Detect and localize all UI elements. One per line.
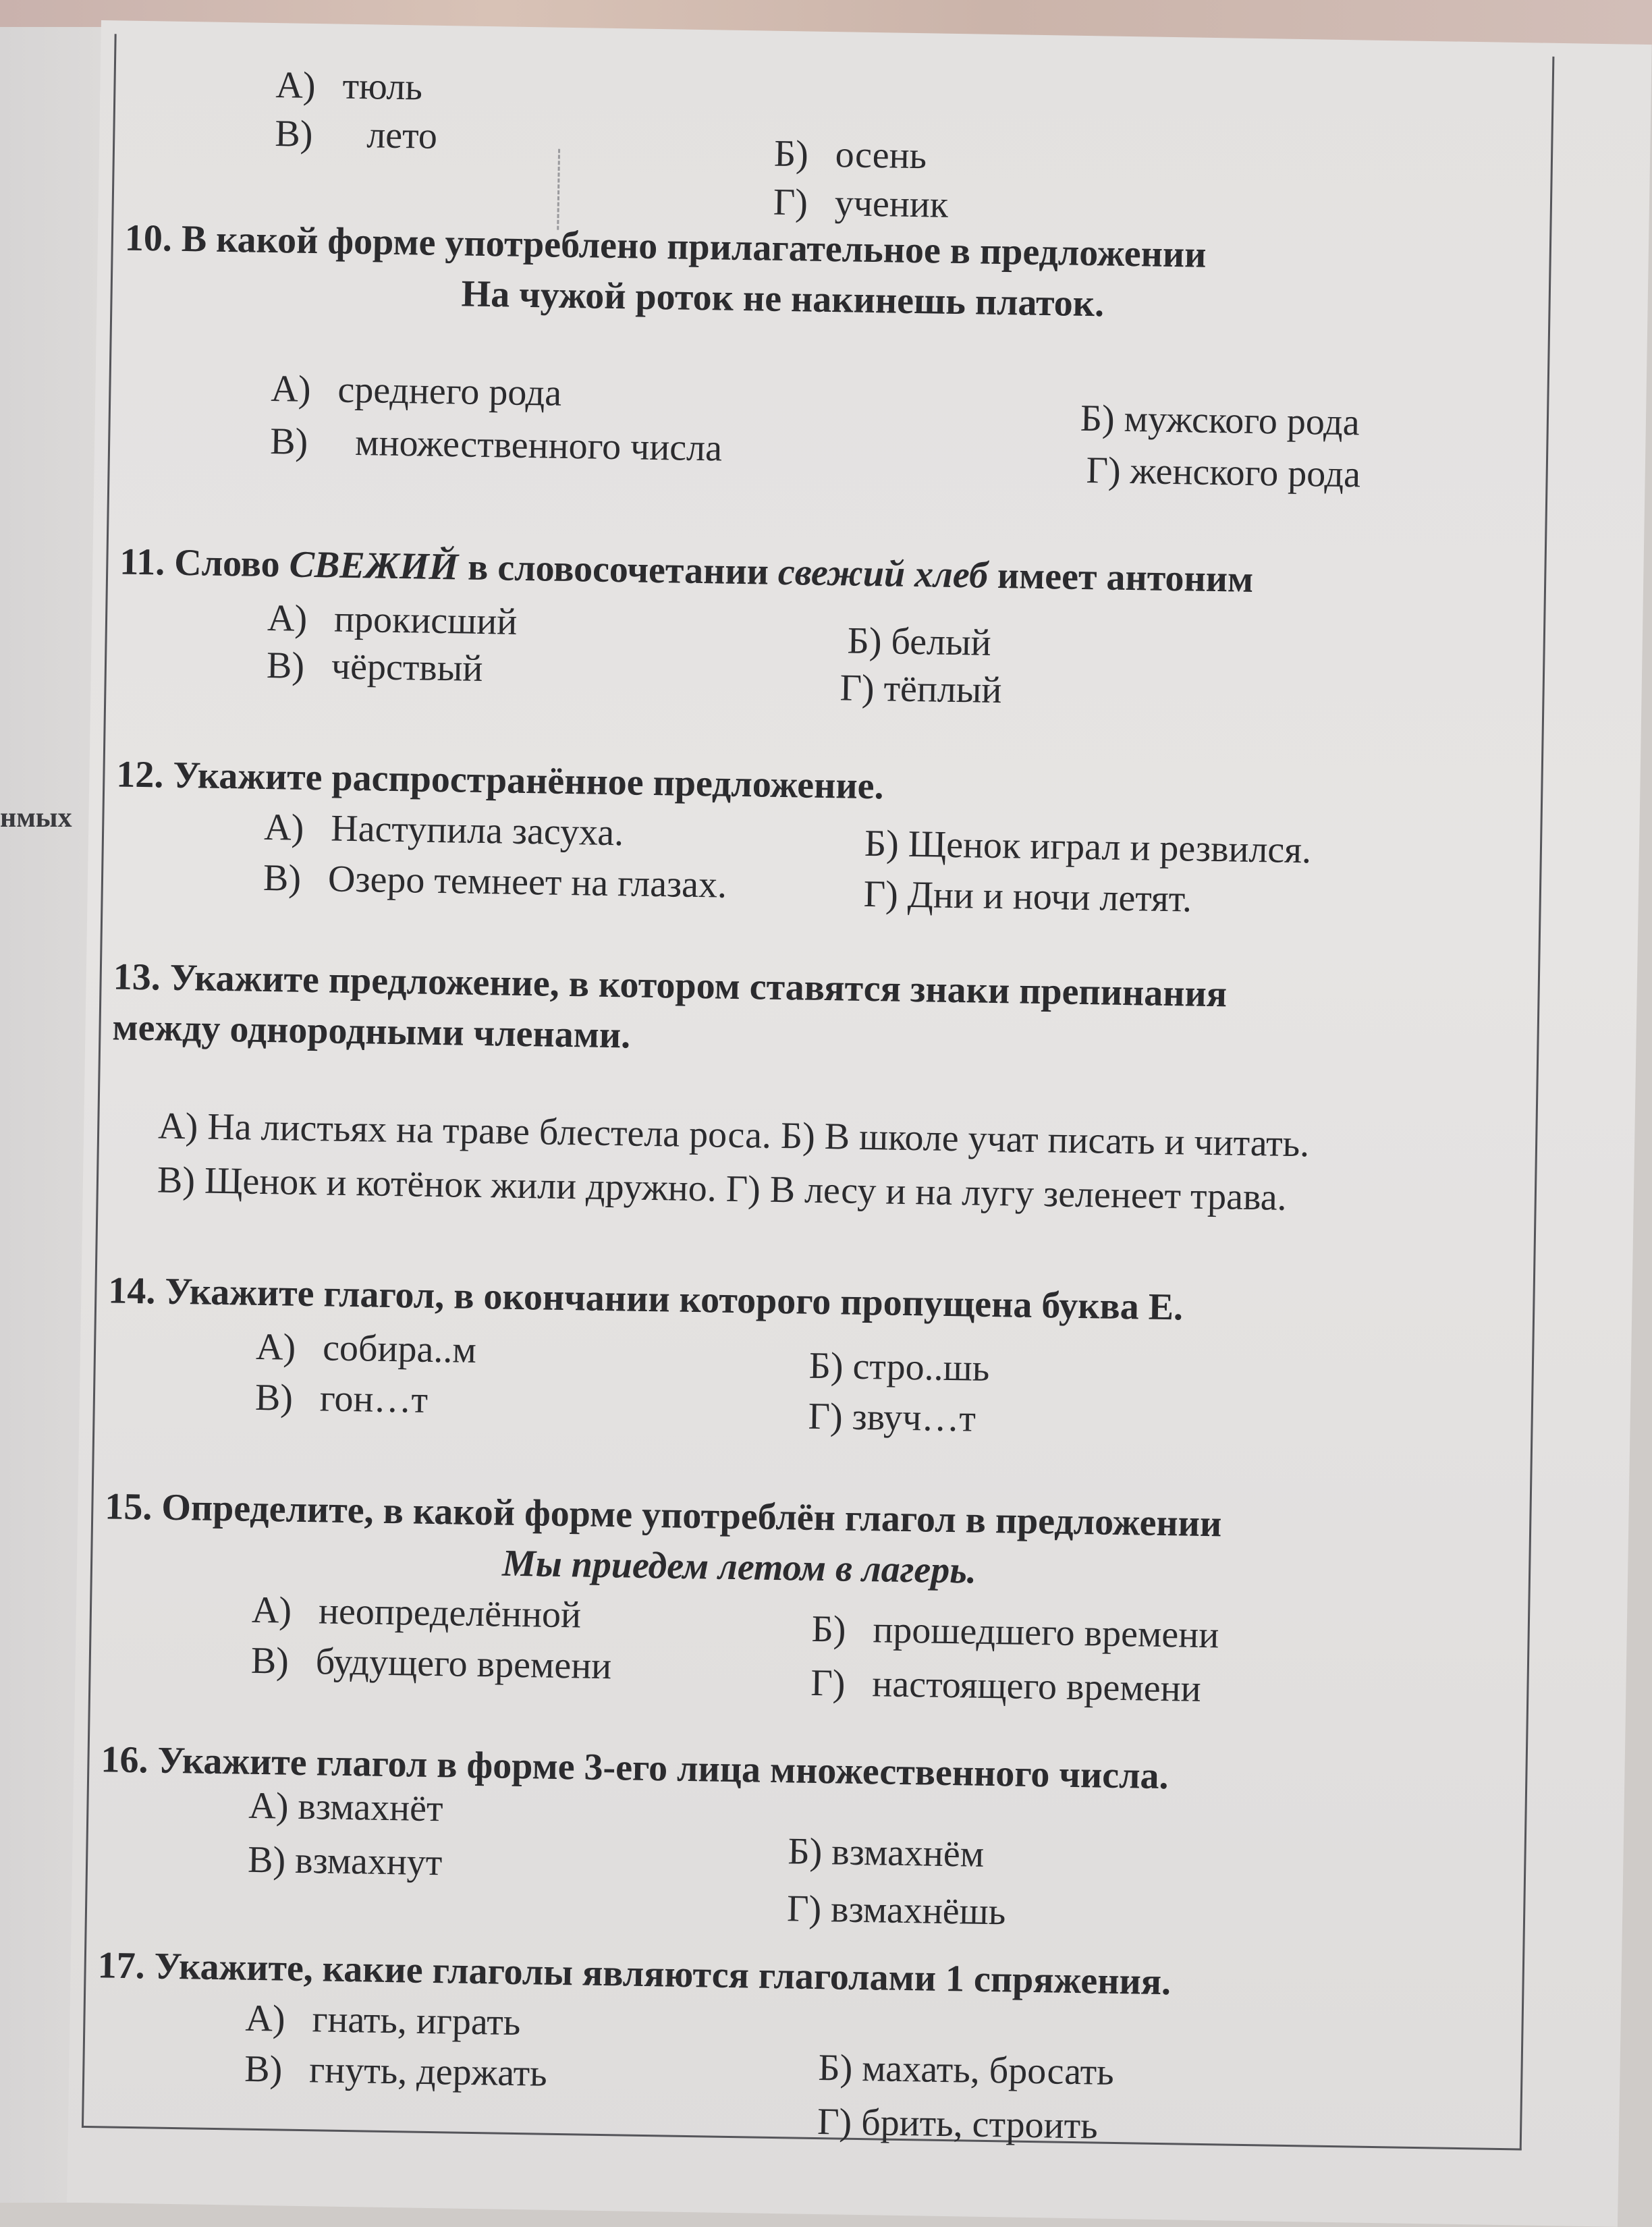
- q12-title: 12. Укажите распространённое предложение.: [115, 753, 885, 808]
- q15-option-b: Б) прошедшего времени: [811, 1607, 1219, 1657]
- q15-option-g: Г) настоящего времени: [810, 1661, 1202, 1710]
- q11-keyword: СВЕЖИЙ: [289, 543, 459, 588]
- adjacent-page-text: нмых: [0, 802, 72, 833]
- q14-option-a: А) собира..м: [255, 1325, 477, 1371]
- q11-option-a: А) прокисший: [267, 597, 518, 643]
- q9-option-a: А) тюль: [275, 64, 423, 109]
- q10-sentence: На чужой роток не накинешь платок.: [461, 273, 1105, 325]
- q10-option-v: В) множественного числа: [269, 420, 723, 470]
- q12-option-g: Г) Дни и ночи летят.: [863, 873, 1192, 920]
- q15-option-a: А) неопределённой: [251, 1589, 582, 1637]
- q11-phrase: свежий хлеб: [777, 551, 989, 597]
- q9-option-v: В) лето: [274, 113, 438, 157]
- q14-option-b: Б) стро..шь: [808, 1344, 990, 1390]
- q13-title-line2: между однородными членами.: [112, 1006, 631, 1057]
- q11-option-v: В) чёрствый: [266, 644, 483, 690]
- q10-option-a: А) среднего рода: [270, 368, 562, 414]
- q14-title: 14. Укажите глагол, в окончании которого пропущена буква Е.: [107, 1269, 1184, 1329]
- q17-option-a: А) гнать, играть: [245, 1997, 521, 2044]
- q11-option-g: Г) тёплый: [839, 667, 1002, 712]
- q10-option-b: Б) мужского рода: [1080, 397, 1360, 444]
- q12-option-v: В) Озеро темнеет на глазах.: [263, 856, 727, 906]
- q16-title: 16. Укажите глагол в форме 3-его лица множественного числа.: [101, 1738, 1169, 1798]
- q15-title: 15. Определите, в какой форме употреблён глагол в предложении: [104, 1485, 1222, 1545]
- q11-option-b: Б) белый: [847, 620, 992, 664]
- q17-option-v: В) гнуть, держать: [244, 2047, 548, 2095]
- test-sheet: [67, 20, 1652, 2227]
- q9-option-g: Г) ученик: [773, 181, 949, 226]
- q17-option-g: Г) брить, строить: [817, 2101, 1099, 2147]
- q16-option-g: Г) взмахнёшь: [786, 1888, 1006, 1933]
- q13-options-vg: В) Щенок и котёнок жили дружно. Г) В лесу и на лугу зеленеет трава.: [157, 1159, 1288, 1219]
- q17-option-b: Б) махать, бросать: [817, 2047, 1115, 2093]
- q11-title: 11. Слово СВЕЖИЙ в словосочетании свежий хлеб имеет антоним: [119, 541, 1254, 601]
- q12-option-b: Б) Щенок играл и резвился.: [864, 822, 1312, 872]
- q15-sentence: Мы приедем летом в лагерь.: [501, 1542, 977, 1592]
- q13-options-ab: А) На листьях на траве блестела роса. Б) В школе учат писать и читать.: [157, 1105, 1310, 1165]
- q14-option-g: Г) звуч…т: [808, 1395, 976, 1440]
- q17-title: 17. Укажите, какие глаголы являются глаголами 1 спряжения.: [97, 1944, 1172, 2004]
- q16-option-b: Б) взмахнём: [788, 1830, 985, 1875]
- q15-option-v: В) будущего времени: [250, 1639, 612, 1688]
- q14-option-v: В) гон…т: [254, 1376, 429, 1421]
- q16-option-a: А) взмахнёт: [248, 1784, 443, 1830]
- q12-option-a: А) Наступила засуха.: [263, 806, 624, 854]
- q10-title: 10. В какой форме употреблено прилагательное в предложении: [124, 217, 1207, 276]
- q9-option-b: Б) осень: [773, 132, 927, 177]
- q13-title-line1: 13. Укажите предложение, в котором ставятся знаки препинания: [113, 956, 1228, 1016]
- q16-option-v: В) взмахнут: [247, 1838, 443, 1884]
- q10-option-g: Г) женского рода: [1086, 449, 1361, 496]
